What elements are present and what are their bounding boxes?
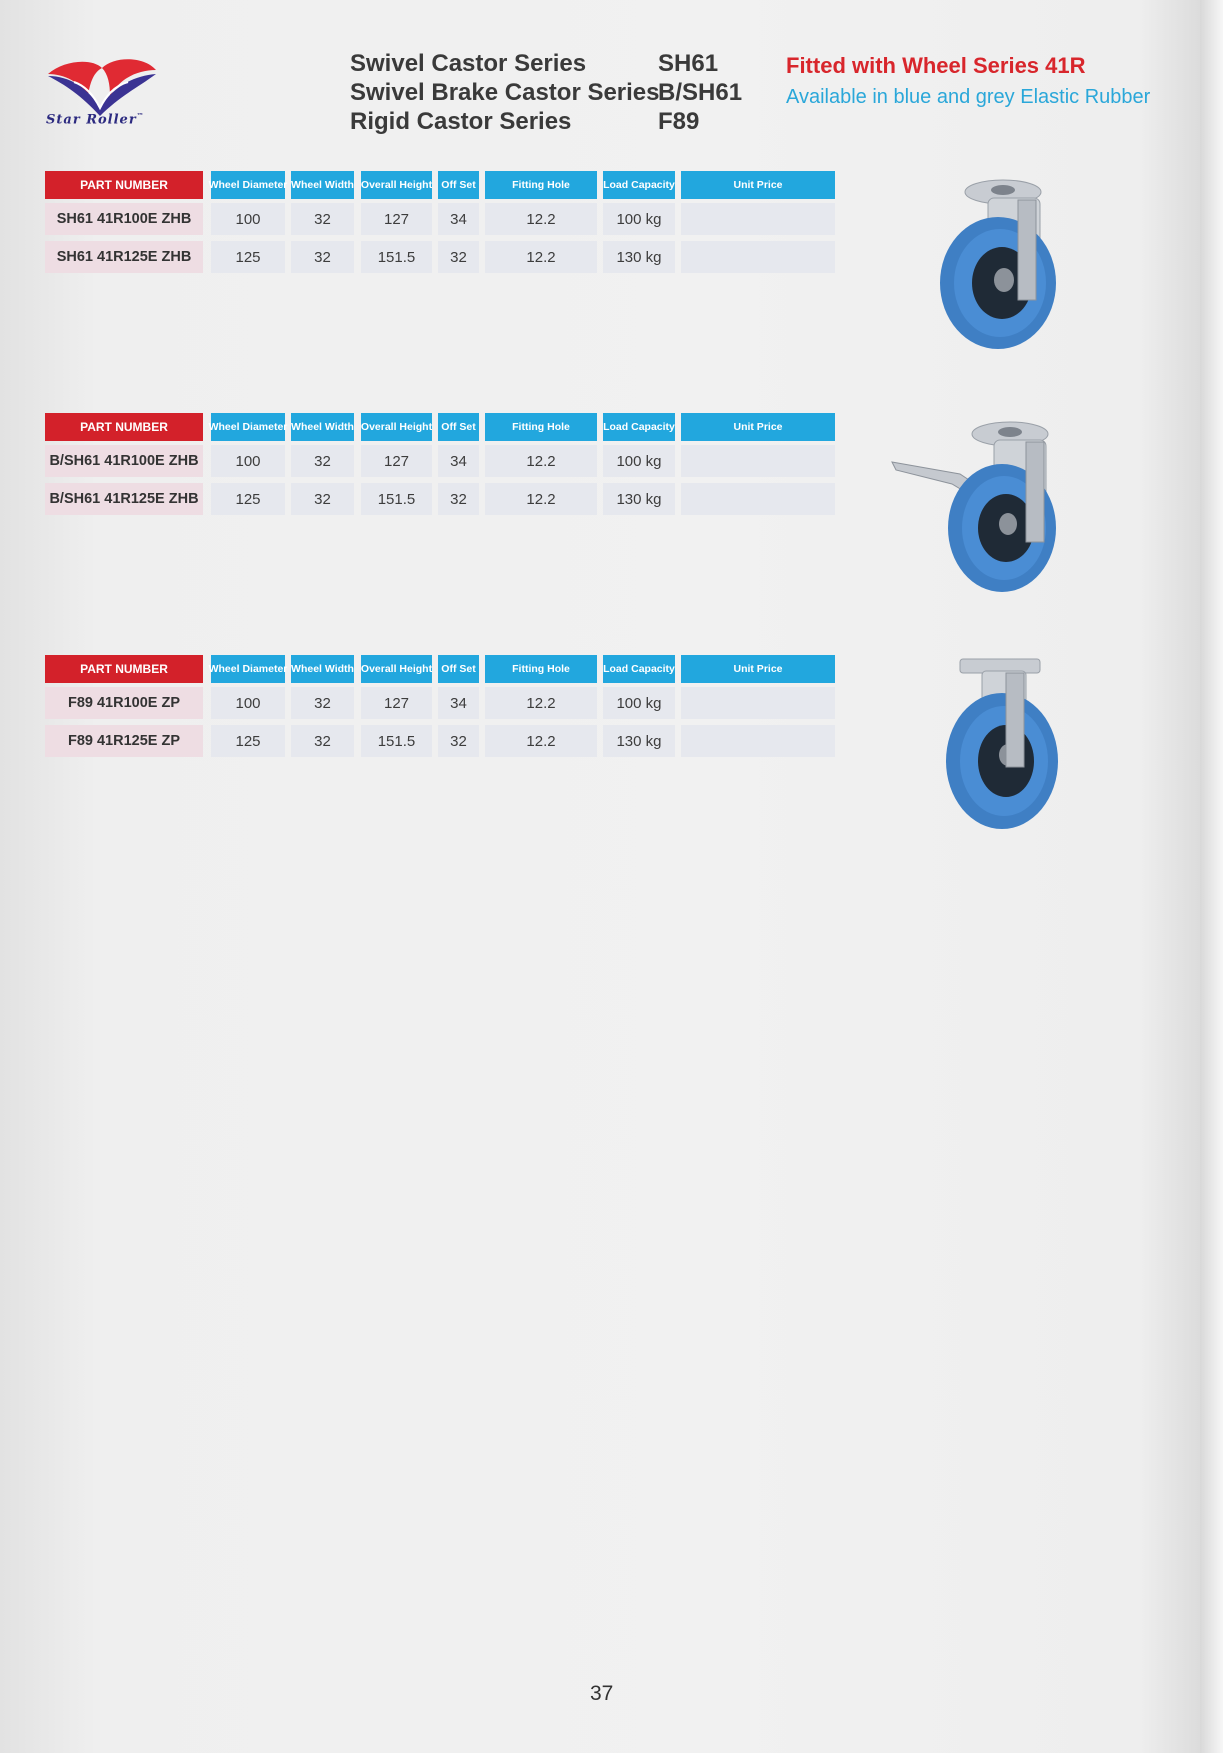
column-header-fitting-hole: Fitting Hole — [485, 171, 597, 199]
cell-off-set: 34 — [438, 445, 479, 477]
table-row — [45, 445, 835, 477]
cell-overall-height: 127 — [361, 203, 432, 235]
cell-fitting-hole: 12.2 — [485, 203, 597, 235]
column-header-off-set: Off Set — [438, 171, 479, 199]
cell-wheel-width: 32 — [291, 483, 354, 515]
series-name: Swivel Brake Castor Series — [350, 79, 660, 106]
column-header-fitting-hole: Fitting Hole — [485, 655, 597, 683]
column-header-off-set: Off Set — [438, 655, 479, 683]
cell-load-capacity: 100 kg — [603, 687, 675, 719]
column-header-wheel-width: Wheel Width — [291, 655, 354, 683]
cell-wheel-diameter: 100 — [211, 687, 285, 719]
series-code: F89 — [658, 108, 700, 135]
cell-unit-price — [681, 483, 835, 515]
cell-part-number: F89 41R100E ZP — [45, 687, 203, 719]
column-header-overall-height: Overall Height — [361, 413, 432, 441]
spec-table-brake — [45, 413, 835, 521]
cell-part-number: B/SH61 41R125E ZHB — [45, 483, 203, 515]
cell-part-number: F89 41R125E ZP — [45, 725, 203, 757]
cell-wheel-width: 32 — [291, 203, 354, 235]
cell-part-number: SH61 41R125E ZHB — [45, 241, 203, 273]
swivel-castor-icon — [928, 170, 1078, 360]
table-row — [45, 687, 835, 719]
table-row — [45, 241, 835, 273]
cell-unit-price — [681, 725, 835, 757]
column-header-load-capacity: Load Capacity — [603, 413, 675, 441]
series-name: Rigid Castor Series — [350, 108, 572, 135]
spec-table-swivel — [45, 171, 835, 279]
cell-overall-height: 151.5 — [361, 483, 432, 515]
cell-part-number: B/SH61 41R100E ZHB — [45, 445, 203, 477]
cell-fitting-hole: 12.2 — [485, 445, 597, 477]
cell-off-set: 32 — [438, 725, 479, 757]
cell-fitting-hole: 12.2 — [485, 687, 597, 719]
cell-fitting-hole: 12.2 — [485, 241, 597, 273]
cell-off-set: 32 — [438, 241, 479, 273]
cell-wheel-diameter: 100 — [211, 203, 285, 235]
cell-wheel-diameter: 125 — [211, 241, 285, 273]
cell-overall-height: 151.5 — [361, 725, 432, 757]
column-header-part-number: PART NUMBER — [45, 413, 203, 441]
series-code: SH61 — [658, 50, 719, 77]
cell-unit-price — [681, 203, 835, 235]
table-row — [45, 725, 835, 757]
availability-note: Available in blue and grey Elastic Rubber — [786, 86, 1151, 108]
cell-wheel-width: 32 — [291, 241, 354, 273]
column-header-part-number: PART NUMBER — [45, 171, 203, 199]
column-header-part-number: PART NUMBER — [45, 655, 203, 683]
table-header — [45, 655, 835, 683]
cell-wheel-width: 32 — [291, 445, 354, 477]
series-name: Swivel Castor Series — [350, 50, 587, 77]
brand-name: Star Roller™ — [46, 111, 145, 128]
series-code: B/SH61 — [658, 79, 743, 106]
cell-overall-height: 151.5 — [361, 241, 432, 273]
cell-off-set: 32 — [438, 483, 479, 515]
cell-off-set: 34 — [438, 203, 479, 235]
cell-overall-height: 127 — [361, 687, 432, 719]
cell-overall-height: 127 — [361, 445, 432, 477]
cell-load-capacity: 130 kg — [603, 725, 675, 757]
column-header-wheel-diameter: Wheel Diameter — [211, 171, 285, 199]
cell-fitting-hole: 12.2 — [485, 483, 597, 515]
column-header-unit-price: Unit Price — [681, 655, 835, 683]
cell-fitting-hole: 12.2 — [485, 725, 597, 757]
brake-castor-icon — [890, 412, 1080, 602]
column-header-overall-height: Overall Height — [361, 171, 432, 199]
cell-load-capacity: 100 kg — [603, 203, 675, 235]
spec-table-rigid — [45, 655, 835, 763]
fitted-wheel-note: Fitted with Wheel Series 41R — [786, 53, 1086, 78]
column-header-wheel-diameter: Wheel Diameter — [211, 413, 285, 441]
column-header-wheel-width: Wheel Width — [291, 413, 354, 441]
page-number: 37 — [590, 1682, 614, 1705]
rigid-castor-icon — [930, 655, 1080, 835]
cell-load-capacity: 130 kg — [603, 483, 675, 515]
column-header-load-capacity: Load Capacity — [603, 171, 675, 199]
cell-wheel-width: 32 — [291, 725, 354, 757]
table-header — [45, 171, 835, 199]
column-header-wheel-width: Wheel Width — [291, 171, 354, 199]
column-header-fitting-hole: Fitting Hole — [485, 413, 597, 441]
cell-wheel-width: 32 — [291, 687, 354, 719]
column-header-load-capacity: Load Capacity — [603, 655, 675, 683]
column-header-overall-height: Overall Height — [361, 655, 432, 683]
cell-load-capacity: 100 kg — [603, 445, 675, 477]
cell-unit-price — [681, 445, 835, 477]
page-spine — [1200, 0, 1223, 1753]
cell-unit-price — [681, 241, 835, 273]
cell-wheel-diameter: 125 — [211, 483, 285, 515]
table-row — [45, 483, 835, 515]
table-row — [45, 203, 835, 235]
cell-part-number: SH61 41R100E ZHB — [45, 203, 203, 235]
cell-load-capacity: 130 kg — [603, 241, 675, 273]
cell-off-set: 34 — [438, 687, 479, 719]
column-header-unit-price: Unit Price — [681, 413, 835, 441]
cell-wheel-diameter: 125 — [211, 725, 285, 757]
cell-unit-price — [681, 687, 835, 719]
table-header — [45, 413, 835, 441]
cell-wheel-diameter: 100 — [211, 445, 285, 477]
column-header-unit-price: Unit Price — [681, 171, 835, 199]
column-header-wheel-diameter: Wheel Diameter — [211, 655, 285, 683]
column-header-off-set: Off Set — [438, 413, 479, 441]
